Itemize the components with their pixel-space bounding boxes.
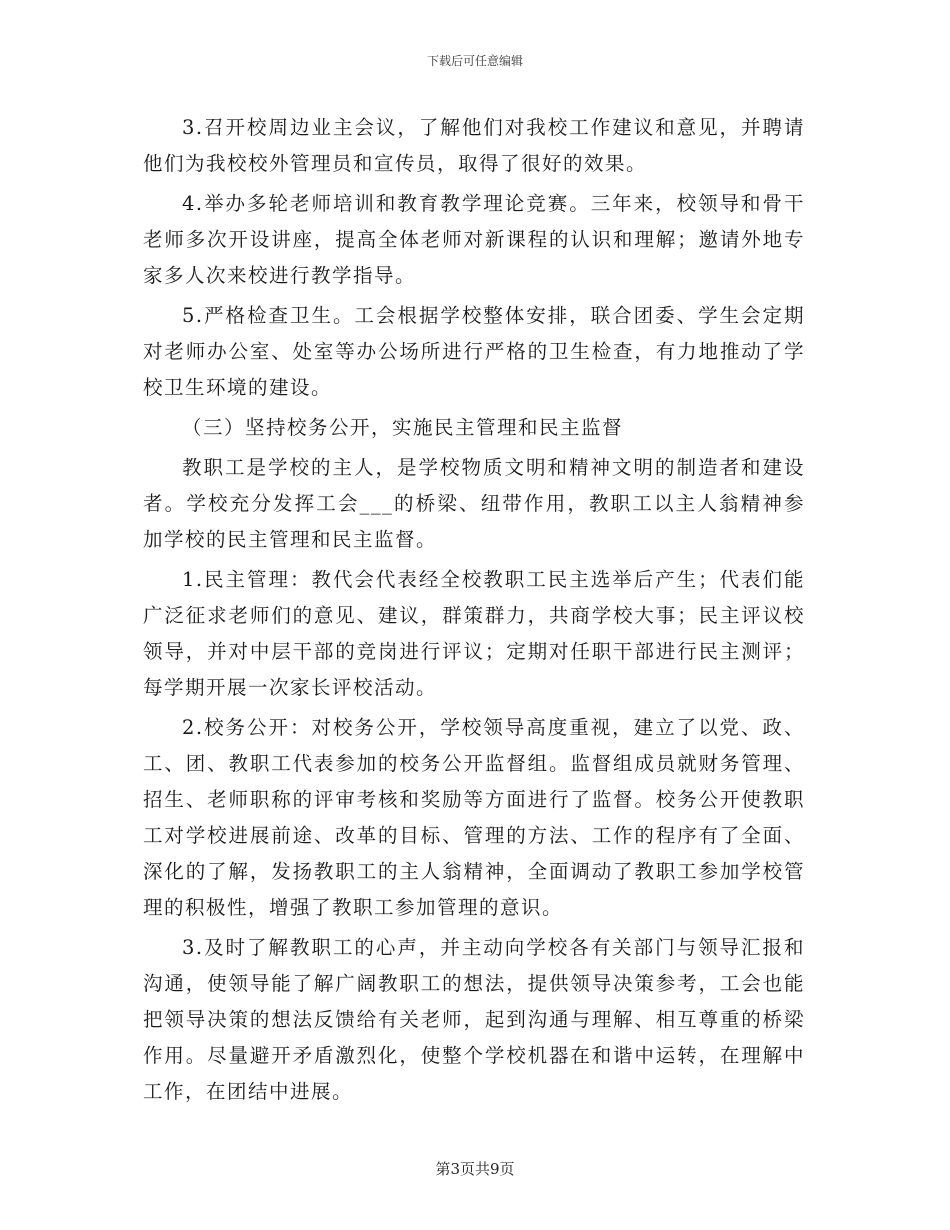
section-heading: （三）坚持校务公开，实施民主管理和民主监督 [182, 416, 624, 439]
paragraph-school-affairs: 2.校务公开：对校务公开，学校领导高度重视，建立了以党、政、工、团、教职工代表参加的校务公开监督组。监督组成员就财务管理、招生、老师职称的评审考核和奖励等方面进行了监督。校务公开使教职工对学校进展前途、改革的目标、管理的方法、工作的程序有了全面、深化的了解，发扬教职工的主人翁精神，全面调动了教职工参加学校管理的积极性，增强了教职工参加管理的意识。 [143, 716, 805, 919]
paragraph-item-4: 4.举办多轮老师培训和教育教学理论竞赛。三年来，校领导和骨干老师多次开设讲座，提高全体老师对新课程的认识和理解；邀请外地专家多人次来校进行教学指导。 [143, 192, 805, 287]
paragraph-item-3: 3.召开校周边业主会议，了解他们对我校工作建议和意见，并聘请他们为我校校外管理员和宣传员，取得了很好的效果。 [143, 116, 805, 175]
document-body [143, 110, 805, 1110]
paragraph-democratic-management: 1.民主管理：教代会代表经全校教职工民主选举后产生；代表们能广泛征求老师们的意见、建议，群策群力，共商学校大事；民主评议校领导，并对中层干部的竞岗进行评议；定期对任职干部进行民主测评；每学期开展一次家长评校活动。 [143, 568, 805, 699]
page-footer: 第3页共9页 [435, 1160, 515, 1178]
paragraph-item-5: 5.严格检查卫生。工会根据学校整体安排，联合团委、学生会定期对老师办公室、处室等办公场所进行严格的卫生检查，有力地推动了学校卫生环境的建设。 [143, 304, 805, 399]
page-header: 下载后可任意编辑 [426, 54, 523, 68]
paragraph-communication: 3.及时了解教职工的心声，并主动向学校各有关部门与领导汇报和沟通，使领导能了解广阔教职工的想法，提供领导决策参考，工会也能把领导决策的想法反馈给有关老师，起到沟通与理解、相互尊重的桥梁作用。尽量避开矛盾激烈化，使整个学校机器在和谐中运转，在理解中工作，在团结中进展。 [143, 936, 805, 1103]
paragraph-intro: 教职工是学校的主人，是学校物质文明和精神文明的制造者和建设者。学校充分发挥工会___的桥梁、纽带作用，教职工以主人翁精神参加学校的民主管理和民主监督。 [143, 456, 805, 551]
